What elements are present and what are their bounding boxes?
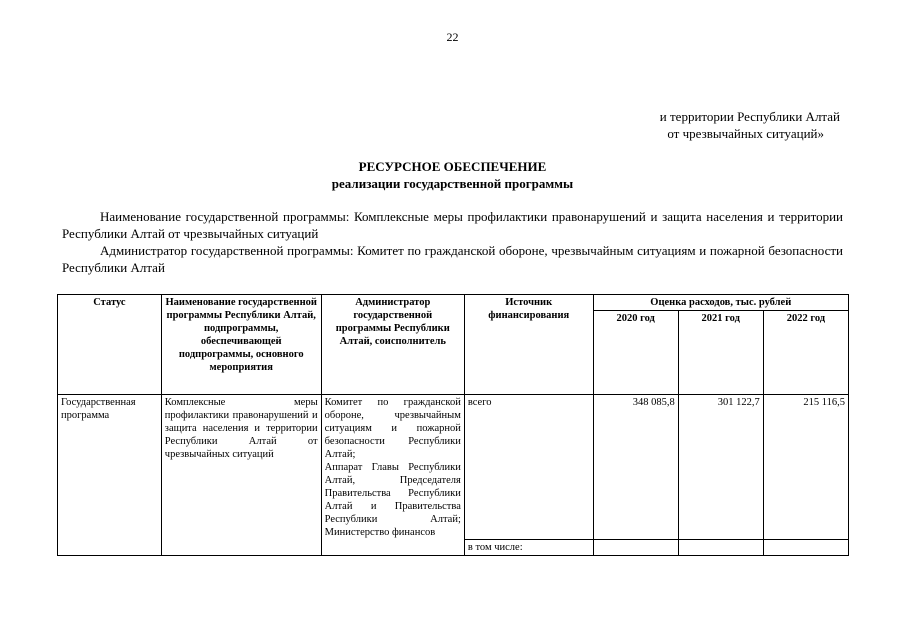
header-administrator: Администратор государственной программы Республики Алтай, соисполнитель [321, 295, 464, 395]
epigraph-line-2: от чрезвычайных ситуаций» [667, 126, 824, 141]
resource-table [57, 294, 849, 556]
cell-value-2021: 301 122,7 [678, 395, 763, 540]
administrator-line-1: Комитет по гражданской обороне, чрезвычайным ситуациям и пожарной безопасности Республики Алтай; [324, 397, 461, 460]
table-row [58, 395, 849, 540]
cell-program-name: Комплексные меры профилактики правонарушений и защита населения и территории Республики Алтай от чрезвычайных ситуаций [161, 395, 321, 556]
header-year-2022: 2022 год [763, 311, 848, 395]
header-program-name: Наименование государственной программы Республики Алтай, подпрограммы, обеспечивающей подпрограммы, основного мероприятия [161, 295, 321, 395]
administrator-paragraph: Администратор государственной программы: Комитет по гражданской обороне, чрезвычайным ситуациям и пожарной безопасности Республики Алтай [62, 243, 843, 275]
cell-source-including: в том числе: [464, 540, 593, 556]
program-name-paragraph: Наименование государственной программы: Комплексные меры профилактики правонарушений и защита населения и территории Республики Алтай от чрезвычайных ситуаций [62, 209, 843, 241]
header-expense-estimate: Оценка расходов, тыс. рублей [593, 295, 848, 311]
administrator-line-2: Аппарат Главы Республики Алтай, Председателя Правительства Республики Алтай и Правительства Республики Алтай; Министерство финансов [324, 462, 461, 538]
cell-empty-2022 [763, 540, 848, 556]
header-status: Статус [58, 295, 162, 395]
cell-administrator [321, 395, 464, 556]
header-year-2021: 2021 год [678, 311, 763, 395]
cell-status: Государственная программа [58, 395, 162, 556]
header-funding-source: Источник финансирования [464, 295, 593, 395]
title-line-2: реализации государственной программы [331, 176, 574, 191]
title-line-1: РЕСУРСНОЕ ОБЕСПЕЧЕНИЕ [358, 159, 547, 174]
epigraph-line-1: и территории Республики Алтай [659, 109, 840, 124]
page-number: 22 [446, 30, 459, 44]
cell-empty-2021 [678, 540, 763, 556]
cell-empty-2020 [593, 540, 678, 556]
intro-section [62, 208, 843, 276]
cell-value-2020: 348 085,8 [593, 395, 678, 540]
cell-source-total: всего [464, 395, 593, 540]
document-title [0, 158, 905, 192]
epigraph [560, 108, 840, 142]
cell-value-2022: 215 116,5 [763, 395, 848, 540]
header-year-2020: 2020 год [593, 311, 678, 395]
